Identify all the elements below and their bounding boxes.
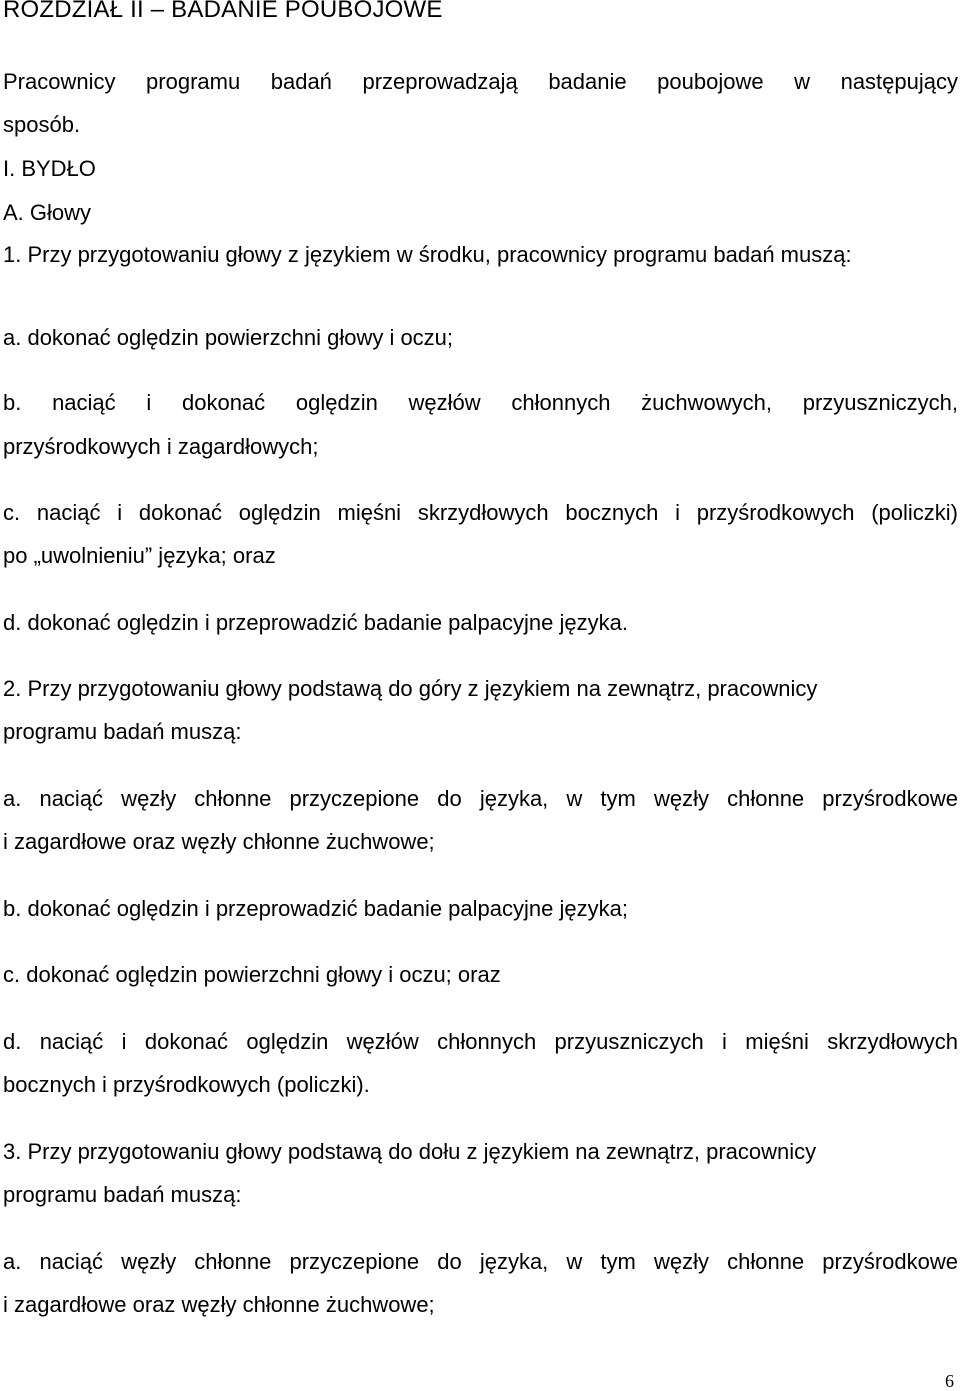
intro-line-1: Pracownicy programu badań przeprowadzają badanie poubojowe w następujący xyxy=(3,69,958,94)
point-3-item-a-line-1: a. naciąć węzły chłonne przyczepione do języka, w tym węzły chłonne przyśrodkowe xyxy=(3,1249,958,1274)
point-1-item-b-line-2: przyśrodkowych i zagardłowych; xyxy=(3,434,319,459)
point-2-item-d-line-1: d. naciąć i dokonać oględzin węzłów chłonnych przyuszniczych i mięśni skrzydłowych xyxy=(3,1029,958,1054)
point-3-item-a-line-2: i zagardłowe oraz węzły chłonne żuchwowe; xyxy=(3,1292,435,1317)
point-1-item-b-line-1: b. naciąć i dokonać oględzin węzłów chłonnych żuchwowych, przyuszniczych, xyxy=(3,390,958,415)
intro-line-2: sposób. xyxy=(3,112,81,137)
chapter-heading: ROZDZIAŁ II – BADANIE POUBOJOWE xyxy=(3,0,443,23)
point-2-item-a-line-1: a. naciąć węzły chłonne przyczepione do języka, w tym węzły chłonne przyśrodkowe xyxy=(3,786,958,811)
point-1-title: 1. Przy przygotowaniu głowy z językiem w środku, pracownicy programu badań muszą: xyxy=(3,242,852,267)
point-2-item-b: b. dokonać oględzin i przeprowadzić badanie palpacyjne języka; xyxy=(3,896,628,921)
subsection-heading: A. Głowy xyxy=(3,200,92,225)
point-2-item-d-line-2: bocznych i przyśrodkowych (policzki). xyxy=(3,1072,370,1097)
point-2-item-c: c. dokonać oględzin powierzchni głowy i oczu; oraz xyxy=(3,962,501,987)
point-1-item-d: d. dokonać oględzin i przeprowadzić badanie palpacyjne języka. xyxy=(3,610,628,635)
point-1-item-c-line-2: po „uwolnieniu” języka; oraz xyxy=(3,543,276,568)
point-3-title-line-1: 3. Przy przygotowaniu głowy podstawą do dołu z językiem na zewnątrz, pracownicy xyxy=(3,1139,817,1164)
point-3-title-line-2: programu badań muszą: xyxy=(3,1182,242,1207)
point-1-item-c-line-1: c. naciąć i dokonać oględzin mięśni skrzydłowych bocznych i przyśrodkowych (policzki) xyxy=(3,500,958,525)
section-heading: I. BYDŁO xyxy=(3,156,96,181)
point-2-title-line-2: programu badań muszą: xyxy=(3,719,242,744)
page-number: 6 xyxy=(945,1371,954,1391)
point-1-item-a: a. dokonać oględzin powierzchni głowy i oczu; xyxy=(3,325,454,350)
point-2-item-a-line-2: i zagardłowe oraz węzły chłonne żuchwowe; xyxy=(3,829,435,854)
point-2-title-line-1: 2. Przy przygotowaniu głowy podstawą do góry z językiem na zewnątrz, pracownicy xyxy=(3,676,818,701)
